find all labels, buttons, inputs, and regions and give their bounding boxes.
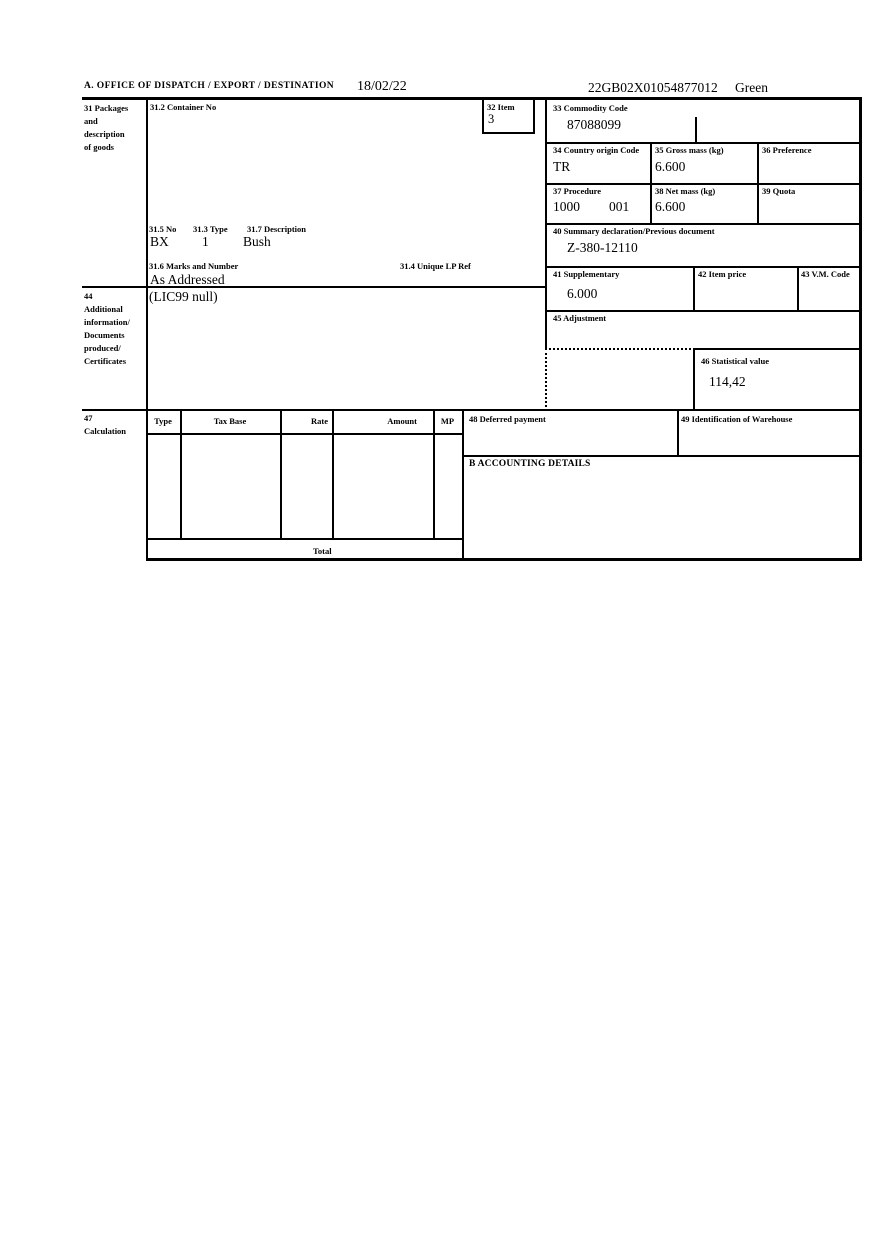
box31-3-label: 31.3 Type [193, 224, 228, 234]
box41-label: 41 Supplementary [553, 269, 620, 279]
box46-statistical-value [693, 348, 859, 411]
box43-vm-code [797, 266, 859, 312]
box31-6-value: As Addressed [150, 272, 225, 287]
box37-value-2: 001 [609, 199, 630, 214]
box33-label: 33 Commodity Code [553, 103, 628, 113]
movement-reference-number: 22GB02X01054877012 [588, 80, 718, 95]
box44-label: 44 Additional information/ Documents produced/ Certificates [84, 291, 130, 366]
box34-country-origin [545, 142, 652, 185]
box36-preference [757, 142, 859, 185]
box43-label: 43 V.M. Code [801, 269, 850, 279]
dispatch-date: 18/02/22 [357, 79, 407, 94]
box33-value: 87088099 [567, 117, 621, 132]
box31-4-label: 31.4 Unique LP Ref [400, 261, 471, 271]
box48-label: 48 Deferred payment [469, 414, 546, 424]
box49-label: 49 Identification of Warehouse [681, 414, 793, 424]
box31-2-label: 31.2 Container No [150, 102, 217, 112]
box41-value: 6.000 [567, 286, 598, 301]
section-a-title: A. OFFICE OF DISPATCH / EXPORT / DESTINATION [84, 81, 335, 91]
box31-5-value: BX [150, 234, 169, 249]
box35-label: 35 Gross mass (kg) [655, 145, 724, 155]
box40-value: Z-380-12110 [567, 240, 638, 255]
box42-label: 42 Item price [698, 269, 747, 279]
box32-value: 3 [488, 112, 495, 126]
box46-value: 114,42 [709, 374, 746, 389]
calc-header-tax-base: Tax Base [180, 409, 282, 435]
box47-label: 47 Calculation [84, 413, 127, 436]
box31-6-label: 31.6 Marks and Number [149, 261, 239, 271]
box45-label: 45 Adjustment [553, 313, 607, 323]
box38-net-mass [650, 183, 759, 225]
box38-value: 6.600 [655, 199, 686, 214]
routing-status: Green [735, 80, 768, 95]
box44-value: (LIC99 null) [149, 289, 218, 304]
box31-3-value: 1 [202, 234, 209, 249]
calc-body-tax-base [180, 435, 282, 540]
box40-summary-declaration [545, 223, 859, 268]
calc-header-type: Type [146, 409, 182, 435]
box46-label: 46 Statistical value [701, 356, 769, 366]
box39-label: 39 Quota [762, 186, 796, 196]
calc-body-mp [433, 435, 464, 540]
form-right-border [859, 97, 862, 561]
box31-7-label: 31.7 Description [247, 224, 307, 234]
calc-header-mp: MP [433, 409, 464, 435]
section-b-label: B ACCOUNTING DETAILS [469, 459, 591, 469]
calc-table-bottom-border [146, 538, 464, 540]
calc-header-amount: Amount [332, 409, 435, 435]
box35-value: 6.600 [655, 159, 686, 174]
box37-procedure [545, 183, 652, 225]
box48-deferred-payment [462, 409, 679, 457]
box38-label: 38 Net mass (kg) [655, 186, 716, 196]
box32-label: 32 Item [487, 102, 515, 112]
box31-7-value: Bush [243, 234, 271, 249]
box41-supplementary [545, 266, 695, 312]
box37-label: 37 Procedure [553, 186, 602, 196]
calc-total-label: Total [313, 546, 332, 556]
box36-label: 36 Preference [762, 145, 812, 155]
box32-item [482, 100, 535, 134]
box33-subdivision-tick [695, 117, 697, 142]
box39-quota [757, 183, 859, 225]
calc-body-type [146, 435, 182, 540]
box45-adjustment [545, 310, 859, 348]
calc-body-rate [280, 435, 334, 540]
box34-label: 34 Country origin Code [553, 145, 640, 155]
box31-5-label: 31.5 No [149, 224, 177, 234]
box42-item-price [693, 266, 799, 312]
box35-gross-mass [650, 142, 759, 185]
box37-value-1: 1000 [553, 199, 580, 214]
calc-header-rate: Rate [280, 409, 334, 435]
section-b-accounting [462, 455, 859, 560]
calc-body-amount [332, 435, 435, 540]
box40-label: 40 Summary declaration/Previous document [553, 226, 715, 236]
box31-label: 31 Packages and description of goods [84, 103, 129, 152]
box49-warehouse-id [677, 409, 859, 457]
box45-dotted-subarea [545, 348, 695, 411]
box34-value: TR [553, 159, 571, 174]
box33-commodity-code [545, 100, 859, 144]
